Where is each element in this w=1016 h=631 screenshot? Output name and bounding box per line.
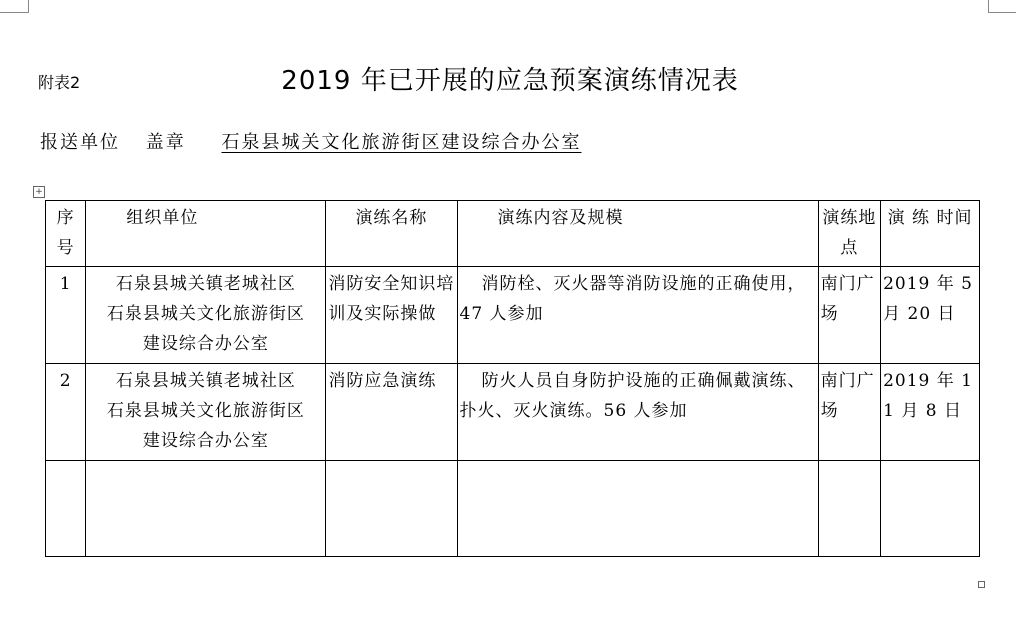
- row-seq: 2: [46, 364, 86, 461]
- header-name: 演练名称: [326, 201, 457, 267]
- table-move-handle-icon[interactable]: +: [33, 186, 45, 198]
- empty-cell[interactable]: [326, 461, 457, 557]
- table-row: [46, 364, 980, 461]
- table-resize-handle[interactable]: [978, 581, 985, 588]
- page-corner-mark: [0, 0, 29, 13]
- report-unit-value: 石泉县城关文化旅游街区建设综合办公室: [221, 132, 582, 153]
- report-line: [40, 128, 581, 154]
- row-name: 消防安全知识培训及实际操做: [326, 267, 457, 364]
- seal-label: 盖章: [145, 132, 186, 153]
- header-org: 组织单位: [86, 201, 326, 267]
- row-org-line: 建设综合办公室: [142, 334, 269, 354]
- row-name: 消防应急演练: [326, 364, 457, 461]
- table-header-row: [46, 201, 980, 267]
- row-content: 消防栓、灭火器等消防设施的正确使用，47 人参加: [457, 267, 818, 364]
- page-title: 2019 年已开展的应急预案演练情况表: [281, 66, 739, 96]
- row-org-line: 石泉县城关镇老城社区: [115, 274, 296, 294]
- row-time: 2019 年 5 月 20 日: [881, 267, 980, 364]
- row-time: 2019 年 11 月 8 日: [881, 364, 980, 461]
- row-place: 南门广场: [818, 364, 881, 461]
- report-unit-label: 报送单位: [40, 132, 120, 153]
- empty-cell[interactable]: [86, 461, 326, 557]
- row-org-line: 石泉县城关文化旅游街区: [106, 304, 305, 324]
- row-org-line: 石泉县城关镇老城社区: [115, 371, 296, 391]
- empty-cell[interactable]: [881, 461, 980, 557]
- header-place: 演练地点: [818, 201, 881, 267]
- empty-cell[interactable]: [457, 461, 818, 557]
- row-org: [86, 364, 326, 461]
- header-time: 演 练 时间: [881, 201, 980, 267]
- row-org: [86, 267, 326, 364]
- row-seq: 1: [46, 267, 86, 364]
- row-org-line: 建设综合办公室: [142, 431, 269, 451]
- table-row: [46, 267, 980, 364]
- page-corner-mark: [988, 0, 1016, 13]
- row-content: 防火人员自身防护设施的正确佩戴演练、扑火、灭火演练。56 人参加: [457, 364, 818, 461]
- appendix-label: 附表2: [38, 73, 81, 92]
- row-place: 南门广场: [818, 267, 881, 364]
- table-row-empty: [46, 461, 980, 557]
- header-content: 演练内容及规模: [457, 201, 818, 267]
- row-org-line: 石泉县城关文化旅游街区: [106, 401, 305, 421]
- drills-table: [45, 200, 980, 557]
- empty-cell[interactable]: [46, 461, 86, 557]
- empty-cell[interactable]: [818, 461, 881, 557]
- header-seq: 序号: [46, 201, 86, 267]
